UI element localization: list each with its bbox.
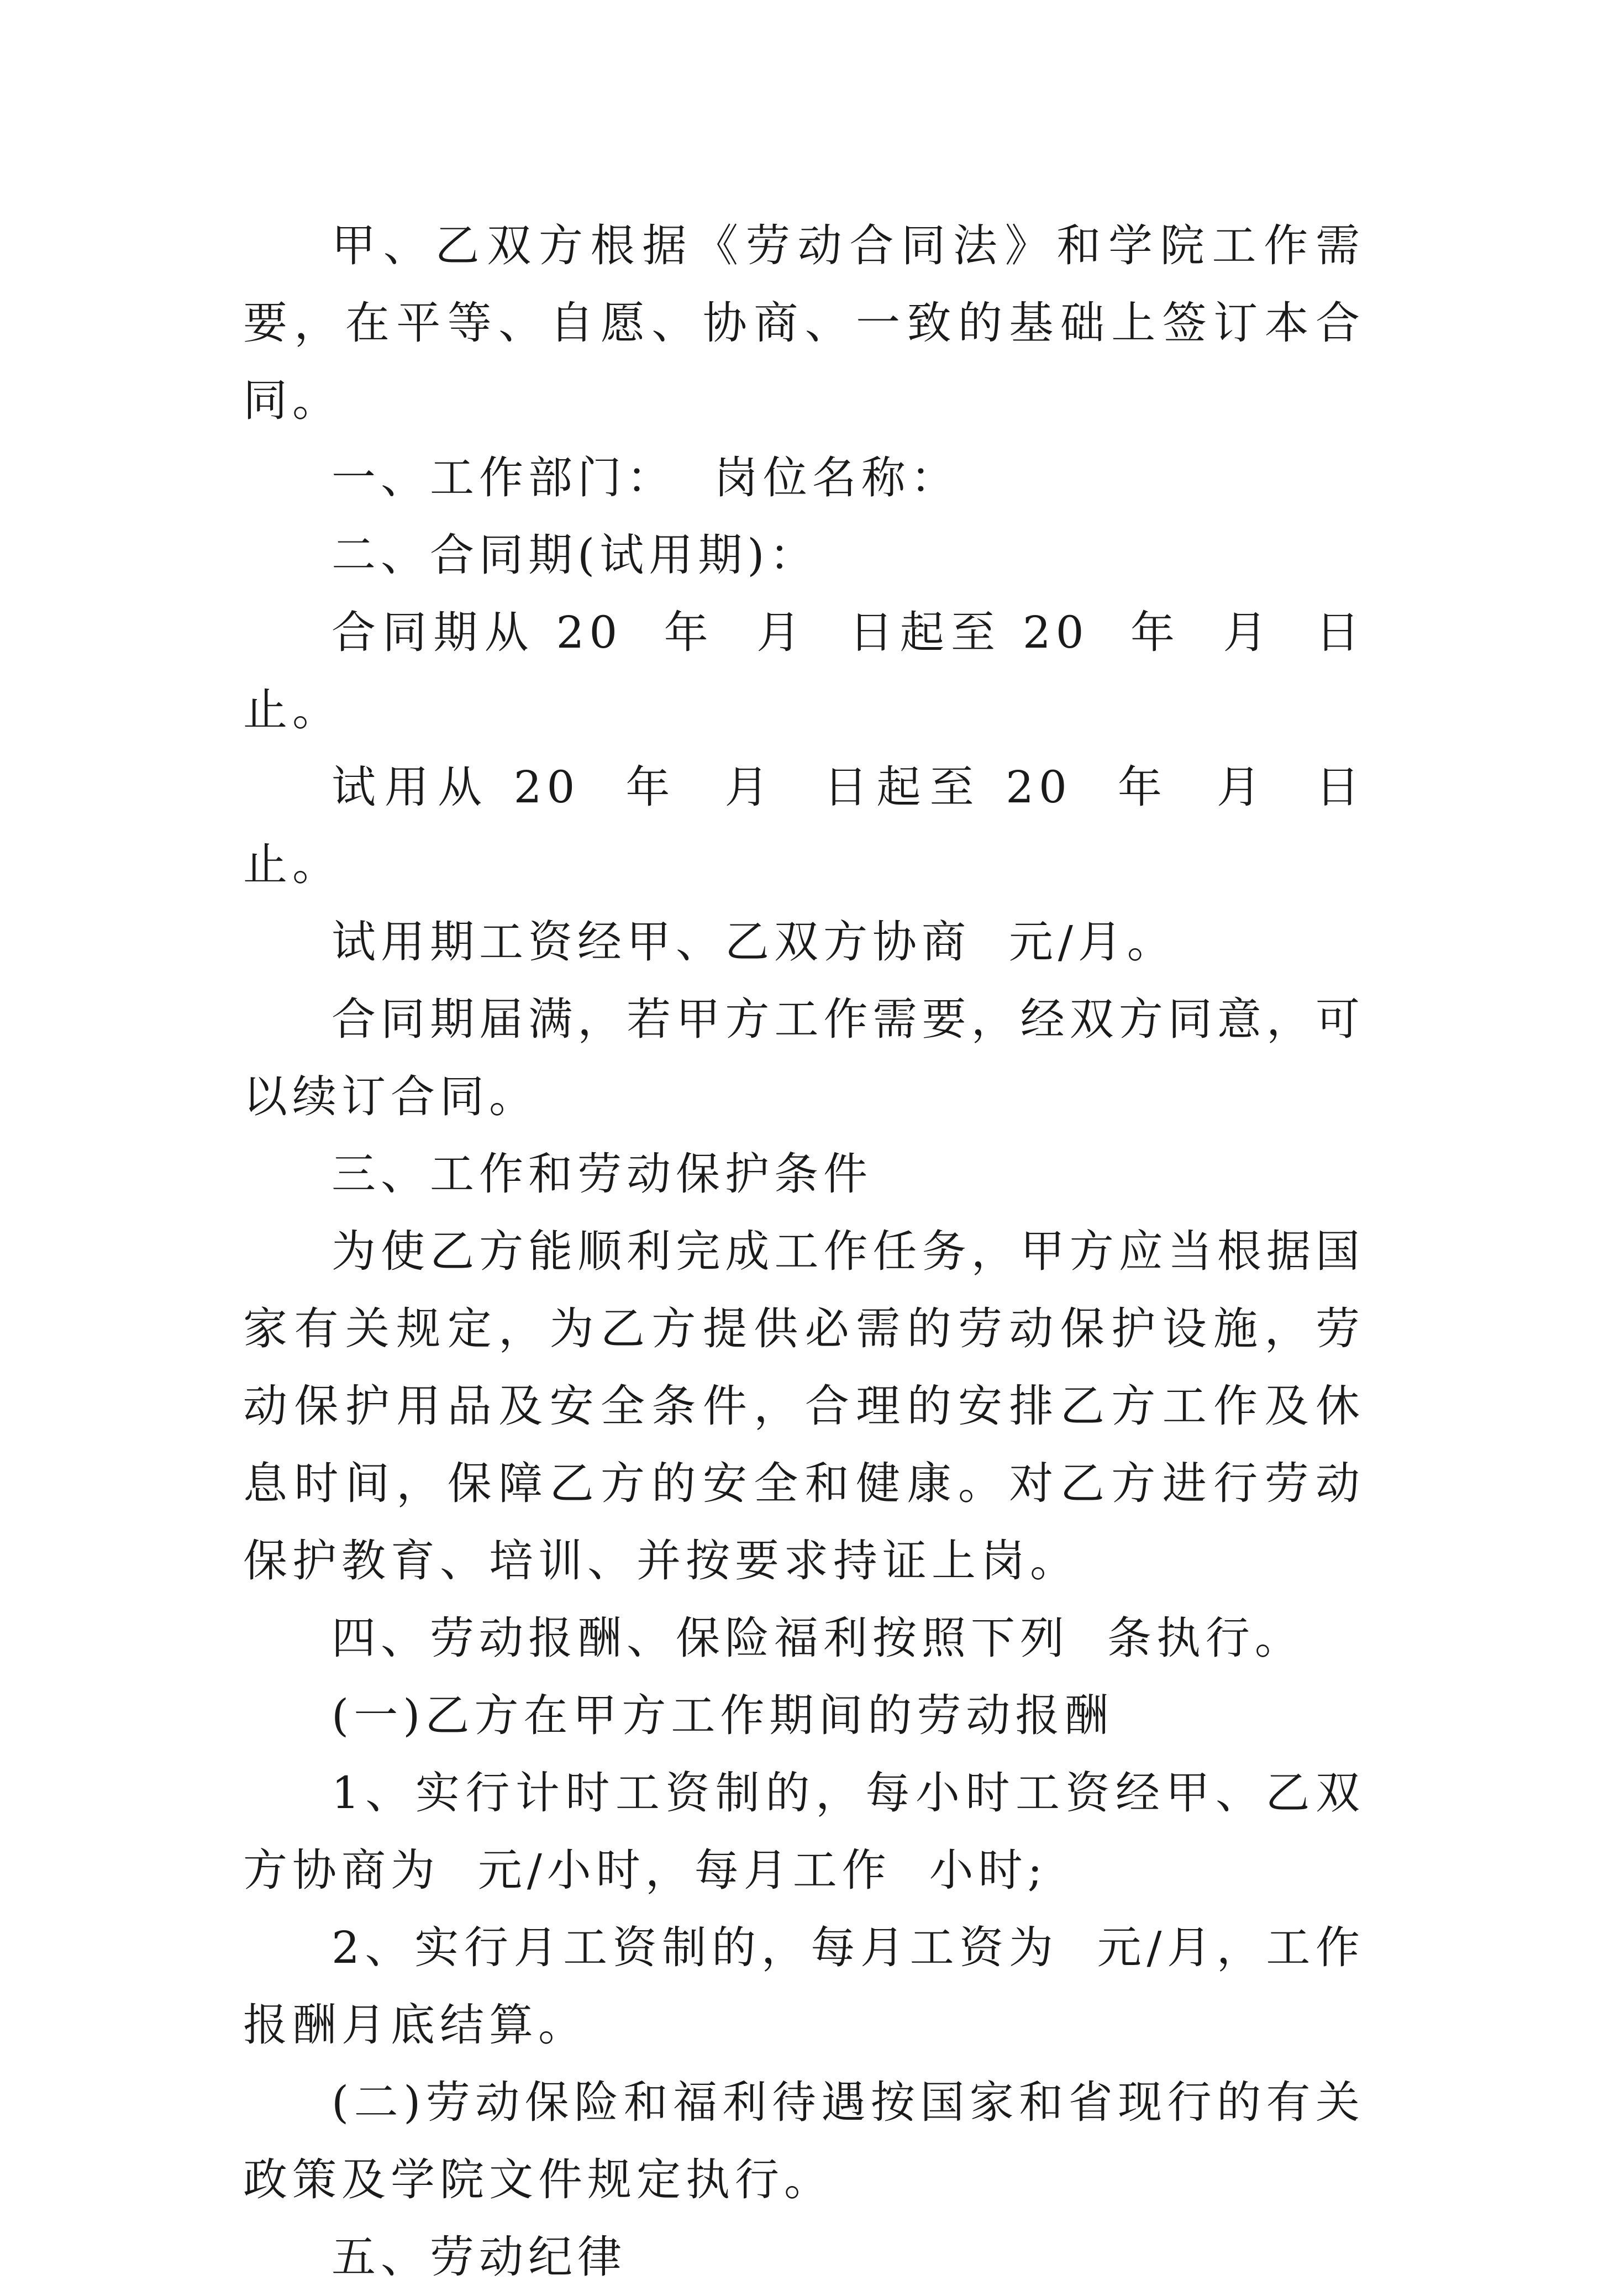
paragraph-contract-period-heading: 二、合同期(试用期)： xyxy=(332,529,819,581)
paragraph-contract-renewal: 合同期届满，若甲方工作需要，经双方同意，可以续订合同。 xyxy=(243,994,1365,1122)
paragraph-remuneration-heading: 四、劳动报酬、保险福利按照下列 条执行。 xyxy=(332,1612,1304,1664)
paragraph-protection-body: 为使乙方能顺利完成工作任务，甲方应当根据国家有关规定，为乙方提供必需的劳动保护设施，劳动保护用品及安全条件，合理的安排乙方工作及休息时间，保障乙方的安全和健康。对乙方进行劳动保护教育、培训、并按要求持证上岗。 xyxy=(243,1226,1365,1586)
paragraph-probation-period: 试用从 20 年 月 日起至 20 年 月 日止。 xyxy=(243,761,1365,890)
paragraph-work-department: 一、工作部门： 岗位名称： xyxy=(332,452,960,503)
contract-body xyxy=(243,207,1365,2296)
paragraph-contract-period: 合同期从 20 年 月 日起至 20 年 月 日止。 xyxy=(243,607,1365,735)
paragraph-monthly-wage: 2、实行月工资制的，每月工资为 元/月，工作报酬月底结算。 xyxy=(243,1922,1365,2051)
paragraph-remuneration-sub1: (一)乙方在甲方工作期间的劳动报酬 xyxy=(332,1690,1114,1741)
paragraph-insurance-welfare: (二)劳动保险和福利待遇按国家和省现行的有关政策及学院文件规定执行。 xyxy=(243,2077,1365,2205)
paragraph-discipline-heading: 五、劳动纪律 xyxy=(332,2231,627,2283)
paragraph-intro: 甲、乙双方根据《劳动合同法》和学院工作需要，在平等、自愿、协商、一致的基础上签订本合同。 xyxy=(243,220,1365,426)
paragraph-probation-wage: 试用期工资经甲、乙双方协商 元/月。 xyxy=(332,916,1176,968)
paragraph-hourly-wage: 1、实行计时工资制的，每小时工资经甲、乙双方协商为 元/小时，每月工作 小时; xyxy=(243,1767,1365,1896)
paragraph-protection-heading: 三、工作和劳动保护条件 xyxy=(332,1148,872,1200)
